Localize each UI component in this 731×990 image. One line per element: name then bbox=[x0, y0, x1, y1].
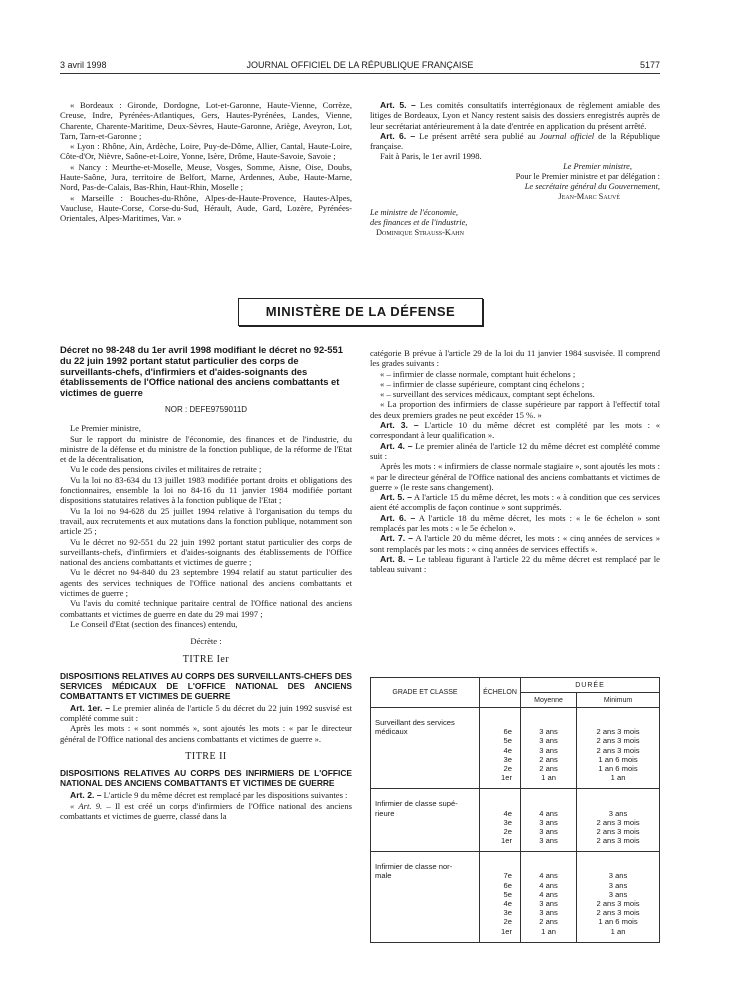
signature-name-strauss-kahn: Dominique Strauss-Kahn bbox=[376, 227, 464, 237]
minimum-cell bbox=[577, 852, 660, 943]
echelon-value: 4e bbox=[503, 899, 512, 908]
grade-cell bbox=[371, 708, 480, 789]
echelon-value: 1er bbox=[501, 836, 512, 846]
article-6: Art. 6. – A l'article 18 du même décret, les mots : « le 6e échelon » sont remplacés par les mots : « le 5e échelon ». bbox=[370, 512, 660, 534]
minimum-value: 3 ans bbox=[608, 889, 628, 899]
visa-decret-92-551: Vu le décret no 92-551 du 22 juin 1992 portant statut particulier des corps de surveillants-chefs, d'infirmiers et d'aides-soignants des établissements de l'Office national des anciens combattants et victimes de guerre ; bbox=[60, 536, 352, 568]
echelon-duration-table bbox=[370, 677, 660, 943]
col-header-minimum: Minimum bbox=[577, 693, 660, 708]
minister-line1: Le ministre de l'économie, bbox=[370, 207, 459, 217]
echelon-value: 3e bbox=[503, 817, 512, 827]
echelon-value: 4e bbox=[503, 745, 512, 755]
titre-1: TITRE Ier bbox=[182, 653, 230, 665]
minimum-value: 1 an 6 mois bbox=[598, 763, 638, 773]
header-journal-title: JOURNAL OFFICIEL DE LA RÉPUBLIQUE FRANÇAISE bbox=[246, 60, 474, 70]
header-date: 3 avril 1998 bbox=[60, 60, 107, 70]
article-5: Art. 5. – A l'article 15 du même décret, les mots : « à condition que ces services aient été accomplis de façon continue » sont supprimés. bbox=[370, 492, 660, 513]
region-nancy: « Nancy : Meurthe-et-Moselle, Meuse, Vosges, Somme, Aisne, Oise, Doubs, Haute-Saône, Jura, territoire de Belfort, Marne, Ardennes, Aube, Haute-Marne, Nord, Pas-de-Calais, Bas-Rhin, Haut-Rhin, Moselle ; bbox=[60, 161, 352, 193]
table-body bbox=[371, 708, 660, 943]
grade-list-item-3: « – surveillant des services médicaux, comptant sept échelons. bbox=[380, 389, 595, 400]
moyenne-value: 2 ans bbox=[539, 917, 558, 927]
decrete-line: Décrète : bbox=[190, 636, 222, 647]
echelon-value: 4e bbox=[503, 808, 512, 818]
signature-role: Le Premier ministre, bbox=[563, 161, 632, 171]
grade-cell bbox=[371, 852, 480, 943]
article-4-para2: Après les mots : « infirmiers de classe normale stagiaire », sont ajoutés les mots : « par le directeur général de l'Office national des anciens combattants et victimes de guerre » (le reste sans changement). bbox=[370, 461, 660, 492]
moyenne-cell bbox=[521, 789, 577, 852]
moyenne-value: 3 ans bbox=[539, 817, 558, 827]
article-2: Art. 2. – L'article 9 du même décret est remplacé par les dispositions suivantes : bbox=[70, 790, 348, 801]
echelon-value: 7e bbox=[503, 871, 512, 881]
table-row bbox=[371, 789, 660, 852]
minimum-value: 2 ans 3 mois bbox=[596, 826, 640, 836]
moyenne-value: 3 ans bbox=[539, 836, 558, 846]
col-header-duree: DURÉE bbox=[521, 678, 660, 693]
echelon-value: 6e bbox=[503, 880, 512, 890]
titre-2-heading: DISPOSITIONS RELATIVES AU CORPS DES INFIRMIERS DE L'OFFICE NATIONAL DES ANCIENS COMBATTANTS ET VICTIMES DE GUERRE bbox=[60, 768, 352, 789]
arrete-art5: Art. 5. – Les comités consultatifs interrégionaux de règlement amiable des litiges de Bordeaux, Lyon et Nancy restent saisis des dossiers enregistrés auprès de leur secrétariat antérieurement à la date d'entrée en application du présent arrêté. bbox=[370, 100, 660, 131]
minimum-value: 1 an bbox=[610, 926, 626, 936]
grade-cell bbox=[371, 789, 480, 852]
moyenne-value: 4 ans bbox=[539, 880, 558, 890]
echelon-value: 5e bbox=[503, 889, 512, 899]
echelon-value: 2e bbox=[503, 763, 512, 773]
premier-ministre-line: Le Premier ministre, bbox=[70, 423, 141, 434]
visa-conseil-etat: Le Conseil d'Etat (section des finances) entendu, bbox=[70, 618, 238, 629]
moyenne-value: 2 ans bbox=[539, 763, 558, 773]
moyenne-value: 4 ans bbox=[539, 808, 558, 818]
minimum-value: 2 ans 3 mois bbox=[596, 736, 640, 746]
visa-decret-94-840: Vu le décret no 94-840 du 23 septembre 1994 relatif au statut particulier des agents des services techniques de l'Office national des anciens combattants et victimes de guerre ; bbox=[60, 567, 352, 599]
echelon-value: 1er bbox=[501, 926, 512, 936]
article-8: Art. 8. – Le tableau figurant à l'article 22 du même décret est remplacé par le tableau suivant : bbox=[370, 553, 660, 575]
region-bordeaux: « Bordeaux : Gironde, Dordogne, Lot-et-Garonne, Haute-Vienne, Corrèze, Creuse, Indre, Pyrénées-Atlantiques, Gers, Hautes-Pyrénées, Landes, Vienne, Charente, Charente-Maritime, Deux-Sèvres, Haute-Garonne, Ariège, Aveyron, Lot, Tarn, Tarn-et-Garonne ; bbox=[60, 100, 352, 141]
echelon-cell bbox=[480, 852, 521, 943]
article-9-new: « Art. 9. – Il est créé un corps d'infirmiers de l'Office national des anciens combattants et victimes de guerre, classé dans la bbox=[60, 800, 353, 821]
minimum-value: 1 an bbox=[610, 773, 626, 783]
minimum-value: 2 ans 3 mois bbox=[596, 817, 640, 827]
echelon-value: 5e bbox=[503, 736, 512, 746]
echelon-value: 3e bbox=[503, 908, 512, 918]
fait-a-paris: Fait à Paris, le 1er avril 1998. bbox=[380, 151, 482, 162]
minimum-value: 1 an 6 mois bbox=[598, 917, 638, 927]
article-4: Art. 4. – Le premier alinéa de l'article 12 du même décret est complété comme suit : bbox=[370, 440, 660, 461]
arrete-art6: Art. 6. – Le présent arrêté sera publié au Journal officiel de la République française. bbox=[370, 130, 660, 152]
echelon-cell bbox=[480, 789, 521, 852]
grade-label: médicaux bbox=[375, 727, 408, 737]
echelon-value: 1er bbox=[501, 773, 512, 783]
page-header bbox=[60, 60, 660, 74]
table-row bbox=[371, 852, 660, 943]
signature-name-sauve: Jean-Marc Sauvé bbox=[558, 191, 620, 201]
moyenne-value: 2 ans bbox=[539, 754, 558, 764]
col-header-grade: GRADE ET CLASSE bbox=[371, 678, 480, 708]
nor-reference: NOR : DEFE9759011D bbox=[164, 404, 248, 414]
minimum-value: 3 ans bbox=[608, 808, 628, 818]
region-marseille: « Marseille : Bouches-du-Rhône, Alpes-de-Haute-Provence, Hautes-Alpes, Vaucluse, Haute-Corse, Corse-du-Sud, Hérault, Aude, Gard, Lozère, Pyrénées-Orientales, Alpes-Maritimes, Var. » bbox=[60, 192, 352, 224]
echelon-value: 2e bbox=[503, 826, 512, 836]
article-3: Art. 3. – L'article 10 du même décret est complété par les mots : « correspondant à leur qualification ». bbox=[370, 420, 660, 441]
header-page-number: 5177 bbox=[639, 60, 660, 70]
proportion-para: « La proportion des infirmiers de classe supérieure par rapport à l'effectif total des deux premiers grades ne peut excéder 15 %. » bbox=[370, 399, 660, 420]
article-1-para2: Après les mots : « sont nommés », sont ajoutés les mots : « par le directeur général de l'Office national des anciens combattants et victimes de guerre ». bbox=[60, 723, 352, 744]
moyenne-value: 1 an bbox=[541, 773, 556, 783]
grade-label: male bbox=[375, 871, 392, 881]
visa-rapport: Sur le rapport du ministre de l'économie, des finances et de l'industrie, du ministre de la défense et du ministre de la fonction publique, de la réforme de l'Etat et de la décentralisation, bbox=[60, 433, 352, 465]
region-lyon: « Lyon : Rhône, Ain, Ardèche, Loire, Puy-de-Dôme, Allier, Cantal, Haute-Loire, Côte-d'Or, Nièvre, Saône-et-Loire, Yonne, Isère, Drôme, Haute-Savoie, Savoie ; bbox=[60, 141, 352, 162]
bottom-left-column bbox=[60, 345, 352, 821]
moyenne-value: 3 ans bbox=[539, 826, 558, 836]
bottom-right-column bbox=[370, 348, 660, 575]
visa-comite-technique: Vu l'avis du comité technique paritaire central de l'Office national des anciens combattants et victimes de guerre en date du 29 mai 1997 ; bbox=[60, 598, 352, 619]
minimum-cell bbox=[577, 789, 660, 852]
categorie-b-para: catégorie B prévue à l'article 29 de la loi du 11 janvier 1984 susvisée. Il comprend les grades suivants : bbox=[370, 348, 660, 369]
echelon-value: 3e bbox=[503, 754, 512, 764]
col-header-echelon: ÉCHELON bbox=[480, 678, 521, 708]
grade-label: rieure bbox=[375, 808, 395, 818]
signature-delegation: Pour le Premier ministre et par délégation : bbox=[515, 171, 660, 181]
moyenne-cell bbox=[521, 852, 577, 943]
article-1: Art. 1er. – Le premier alinéa de l'article 5 du décret du 22 juin 1992 susvisé est complété comme suit : bbox=[60, 702, 352, 724]
minimum-value: 2 ans 3 mois bbox=[596, 836, 640, 846]
minimum-value: 3 ans bbox=[608, 880, 628, 890]
minimum-value: 2 ans 3 mois bbox=[596, 908, 640, 918]
moyenne-value: 3 ans bbox=[539, 736, 558, 746]
top-left-column bbox=[60, 100, 352, 224]
echelon-cell bbox=[480, 708, 521, 789]
minimum-value: 1 an 6 mois bbox=[598, 754, 638, 764]
moyenne-value: 3 ans bbox=[539, 908, 558, 918]
moyenne-value: 4 ans bbox=[539, 871, 558, 881]
article-7: Art. 7. – A l'article 20 du même décret, les mots : « cinq années de services » sont remplacés par les mots : « cinq années de services effectifs ». bbox=[370, 533, 660, 554]
minimum-cell bbox=[577, 708, 660, 789]
minimum-value: 2 ans 3 mois bbox=[596, 727, 640, 737]
moyenne-value: 3 ans bbox=[539, 727, 558, 737]
grade-label: Infirmier de classe supé- bbox=[375, 799, 458, 809]
grade-label: Surveillant des services bbox=[375, 718, 455, 727]
grade-list-item-1: « – infirmier de classe normale, comptant huit échelons ; bbox=[380, 368, 576, 379]
visa-loi-83-634: Vu la loi no 83-634 du 13 juillet 1983 modifiée portant droits et obligations des fonctionnaires, ensemble la loi no 84-16 du 11 janvier 1984 modifiée portant dispositions statutaires relatives à la fonction publique de l'Etat ; bbox=[60, 474, 352, 506]
visa-loi-94-628: Vu la loi no 94-628 du 25 juillet 1994 relative à l'organisation du temps du travail, aux recrutements et aux mutations dans la fonction publique, notamment son article 25 ; bbox=[60, 505, 352, 537]
minimum-value: 2 ans 3 mois bbox=[596, 899, 640, 908]
moyenne-value: 4 ans bbox=[539, 889, 558, 899]
moyenne-value: 3 ans bbox=[539, 745, 558, 755]
col-header-moyenne: Moyenne bbox=[521, 693, 577, 708]
moyenne-cell bbox=[521, 708, 577, 789]
grade-list-item-2: « – infirmier de classe supérieure, comptant cinq échelons ; bbox=[380, 378, 585, 389]
echelon-value: 2e bbox=[503, 917, 512, 927]
echelon-value: 6e bbox=[503, 727, 512, 737]
decree-title: Décret no 98-248 du 1er avril 1998 modifiant le décret no 92-551 du 22 juin 1992 portant statut particulier des corps de surveillants-chefs, d'infirmiers et d'aides-soignants des établissements de l'Office national des anciens combattants et victimes de guerre bbox=[60, 344, 343, 399]
titre-1-heading: DISPOSITIONS RELATIVES AU CORPS DES SURVEILLANTS-CHEFS DES SERVICES MÉDICAUX DE L'OFFICE NATIONAL DES ANCIENS COMBATTANTS ET VICTIMES DE GUERRE bbox=[60, 670, 352, 701]
minimum-value: 3 ans bbox=[608, 871, 628, 881]
moyenne-value: 1 an bbox=[541, 926, 556, 936]
header-rule bbox=[60, 73, 660, 74]
minister-line2: des finances et de l'industrie, bbox=[370, 217, 468, 227]
visa-code-pensions: Vu le code des pensions civiles et militaires de retraite ; bbox=[70, 464, 262, 475]
moyenne-value: 3 ans bbox=[539, 899, 558, 908]
titre-2: TITRE II bbox=[185, 751, 227, 762]
table-row bbox=[371, 708, 660, 789]
top-right-column bbox=[370, 100, 660, 238]
signature-secretaire: Le secrétaire général du Gouvernement, bbox=[524, 181, 660, 191]
ministry-banner: MINISTÈRE DE LA DÉFENSE bbox=[238, 298, 483, 326]
minimum-value: 2 ans 3 mois bbox=[596, 745, 640, 755]
grade-label: Infirmier de classe nor- bbox=[375, 862, 453, 872]
